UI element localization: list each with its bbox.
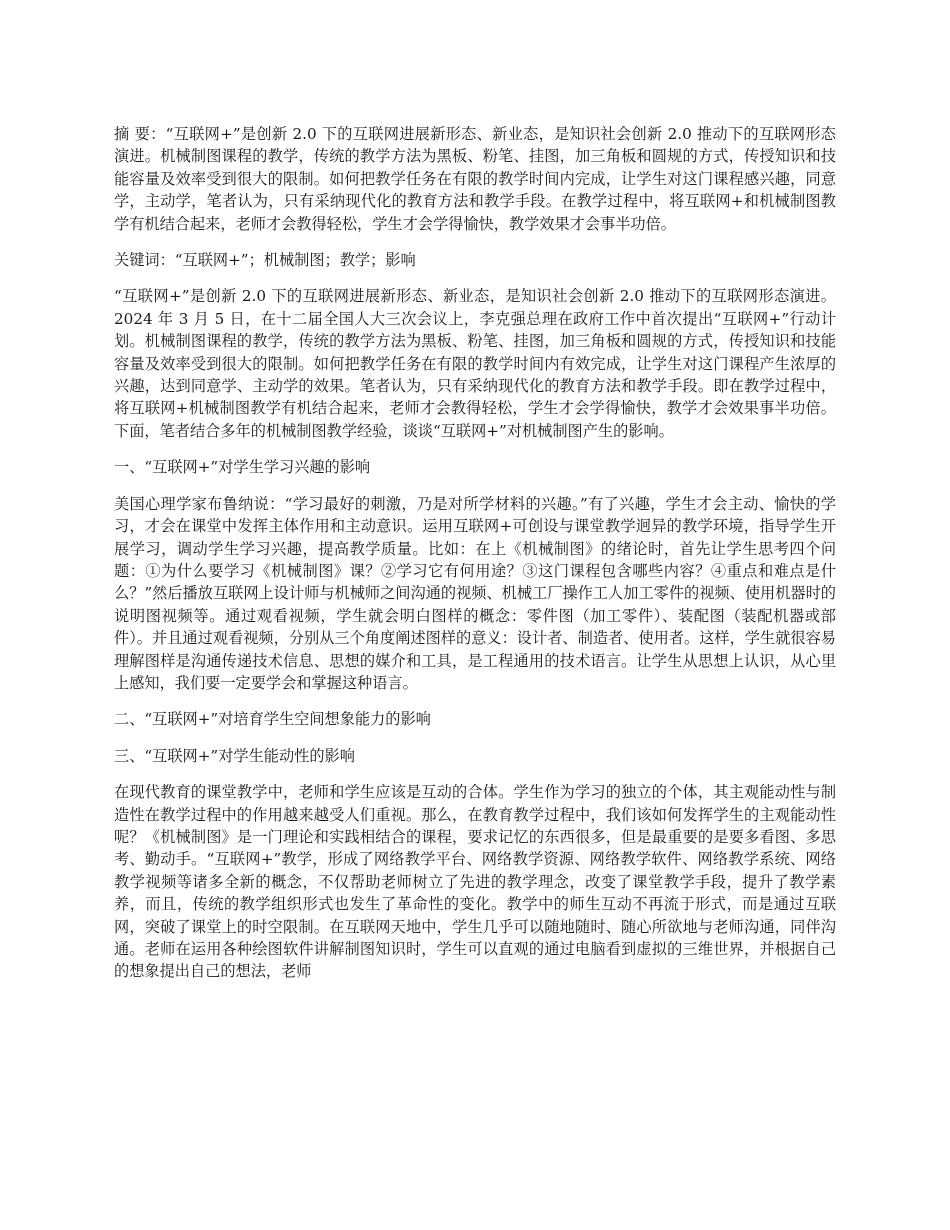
intro-paragraph: “互联网+”是创新 2.0 下的互联网进展新形态、新业态，是知识社会创新 2.0 推动下的互联网形态演进。2024 年 3 月 5 日，在十二届全国人大三次会议上，李克强总理在政府工作中首次提出“互联网+”行动计划。机械制图课程的教学，传统的教学方法为黑板、粉笔、挂图，加三角板和圆规的方式，传授知识和技能容量及效率受到很大的限制。如何把教学任务在有限的教学时间内有效完成，让学生对这门课程产生浓厚的兴趣，达到同意学、主动学的效果。笔者认为，只有采纳现代化的教育方法和教学手段。即在教学过程中，将互联网+机械制图教学有机结合起来，老师才会教得轻松，学生才会学得愉快，教学才会效果事半功倍。下面，笔者结合多年的机械制图教学经验，谈谈“互联网+”对机械制图产生的影响。 — [114, 287, 836, 440]
section-1-heading: 一、“互联网+”对学生学习兴趣的影响 — [114, 458, 371, 477]
keywords-line: 关键词：“互联网+”；机械制图；教学；影响 — [114, 251, 416, 270]
section-2-heading: 二、“互联网+”对培育学生空间想象能力的影响 — [114, 710, 431, 729]
section-1-paragraph: 美国心理学家布鲁纳说：“学习最好的刺激，乃是对所学材料的兴趣。”有了兴趣，学生才会主动、愉快的学习，才会在课堂中发挥主体作用和主动意识。运用互联网+可创设与课堂教学迥异的教学环境，指导学生开展学习，调动学生学习兴趣，提高教学质量。比如：在上《机械制图》的绪论时，首先让学生思考四个问题：①为什么要学习《机械制图》课？②学习它有何用途？③这门课程包含哪些内容？④重点和难点是什么？”然后播放互联网上设计师与机械师之间沟通的视频、机械工厂操作工人加工零件的视频、使用机器时的说明图视频等。通过观看视频，学生就会明白图样的概念：零件图（加工零件）、装配图（装配机器或部件）。并且通过观看视频，分别从三个角度阐述图样的意义：设计者、制造者、使用者。这样，学生就很容易理解图样是沟通传递技术信息、思想的媒介和工具，是工程通用的技术语言。让学生从思想上认识，从心里上感知，我们要一定要学会和掌握这种语言。 — [114, 494, 836, 692]
section-3-paragraph: 在现代教育的课堂教学中，老师和学生应该是互动的合体。学生作为学习的独立的个体，其主观能动性与制造性在教学过程中的作用越来越受人们重视。那么，在教育教学过程中，我们该如何发挥学生的主观能动性呢？《机械制图》是一门理论和实践相结合的课程，要求记忆的东西很多，但是最重要的是要多看图、多思考、勤动手。“互联网+”教学，形成了网络教学平台、网络教学资源、网络教学软件、网络教学系统、网络教学视频等诸多全新的概念，不仅帮助老师树立了先进的教学理念，改变了课堂教学手段，提升了教学素养，而且，传统的教学组织形式也发生了革命性的变化。教学中的师生互动不再流于形式，而是通过互联网，突破了课堂上的时空限制。在互联网天地中，学生几乎可以随地随时、随心所欲地与老师沟通，同伴沟通。老师在运用各种绘图软件讲解制图知识时，学生可以直观的通过电脑看到虚拟的三维世界，并根据自己的想象提出自己的想法，老师 — [114, 783, 836, 981]
section-3-heading: 三、“互联网+”对学生能动性的影响 — [114, 746, 355, 765]
abstract-paragraph: 摘 要：“互联网+”是创新 2.0 下的互联网进展新形态、新业态，是知识社会创新 2.0 推动下的互联网形态演进。机械制图课程的教学，传统的教学方法为黑板、粉笔、挂图，加三角板和圆规的方式，传授知识和技能容量及效率受到很大的限制。如何把教学任务在有限的教学时间内完成，让学生对这门课程感兴趣，同意学，主动学，笔者认为，只有采纳现代化的教育方法和教学手段。在教学过程中，将互联网+和机械制图教学有机结合起来，老师才会教得轻松，学生才会学得愉快，教学效果才会事半功倍。 — [114, 125, 836, 233]
